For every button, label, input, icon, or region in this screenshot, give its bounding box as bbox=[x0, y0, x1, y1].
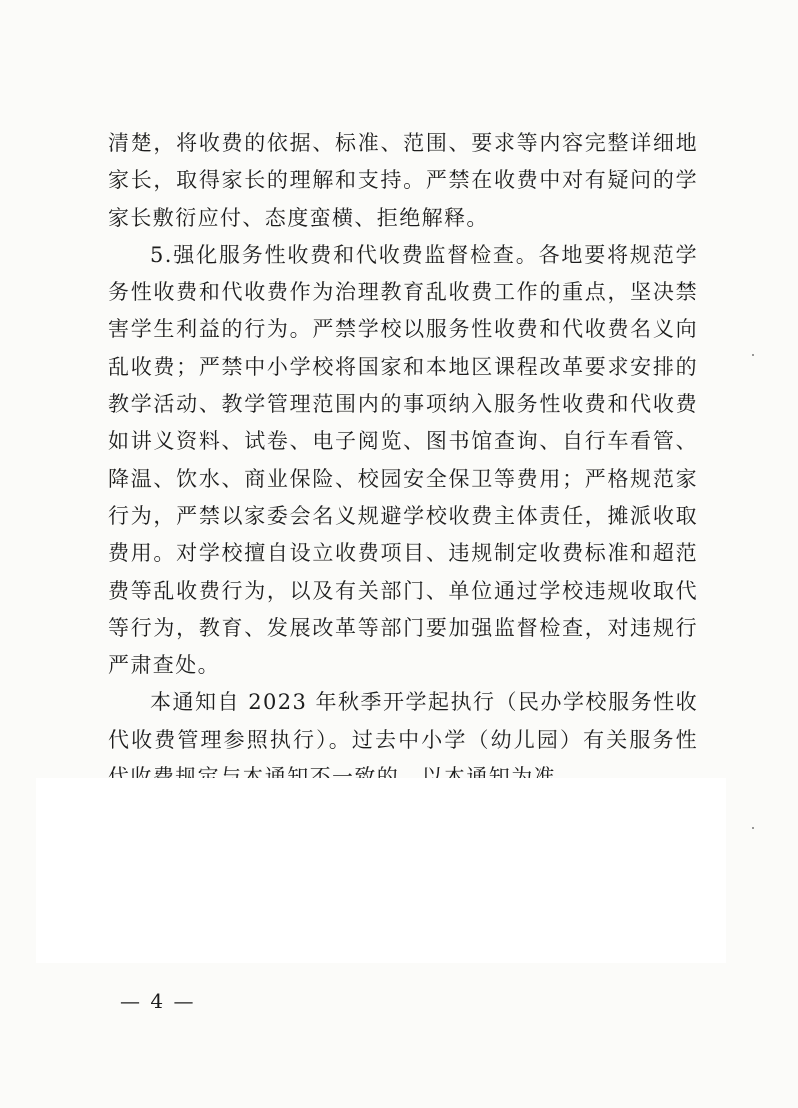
paragraph-line: 行为，严禁以家委会名义规避学校收费主体责任，摊派收取 bbox=[108, 503, 698, 528]
paragraph-line: 家长，取得家长的理解和支持。严禁在收费中对有疑问的学 bbox=[108, 168, 698, 193]
paragraph-line: 害学生利益的行为。严禁学校以服务性收费和代收费名义向 bbox=[108, 317, 698, 342]
paragraph-line: 教学活动、教学管理范围内的事项纳入服务性收费和代收费 bbox=[108, 392, 698, 417]
paragraph-line: 代收费管理参照执行）。过去中小学（幼儿园）有关服务性 bbox=[108, 727, 698, 752]
paragraph-line: 务性收费和代收费作为治理教育乱收费工作的重点，坚决禁 bbox=[108, 280, 698, 305]
blank-redacted-area bbox=[36, 778, 726, 963]
paragraph-line: 清楚，将收费的依据、标准、范围、要求等内容完整详细地 bbox=[108, 131, 698, 155]
paragraph-line: 乱收费；严禁中小学校将国家和本地区课程改革要求安排的 bbox=[108, 354, 698, 379]
paragraph-line: 费用。对学校擅自设立收费项目、违规制定收费标准和超范 bbox=[108, 541, 698, 566]
paragraph-line: 严肃查处。 bbox=[108, 653, 220, 678]
paragraph-line: 等行为，教育、发展改革等部门要加强监督检查，对违规行 bbox=[108, 615, 698, 640]
scan-speck bbox=[752, 827, 754, 829]
paragraph-line: 费等乱收费行为，以及有关部门、单位通过学校违规收取代 bbox=[108, 578, 698, 603]
body-text bbox=[108, 128, 698, 799]
paragraph-line: 降温、饮水、商业保险、校园安全保卫等费用；严格规范家 bbox=[108, 466, 698, 491]
paragraph-line: 本通知自 2023 年秋季开学起执行（民办学校服务性收 bbox=[150, 690, 698, 715]
page-number: — 4 — bbox=[120, 989, 196, 1013]
paragraph-line: 如讲义资料、试卷、电子阅览、图书馆查询、自行车看管、 bbox=[108, 429, 698, 454]
scan-speck bbox=[752, 354, 754, 356]
paragraph-line: 5.强化服务性收费和代收费监督检查。各地要将规范学 bbox=[150, 242, 698, 267]
paragraph-line: 家长敷衍应付、态度蛮横、拒绝解释。 bbox=[108, 205, 489, 230]
